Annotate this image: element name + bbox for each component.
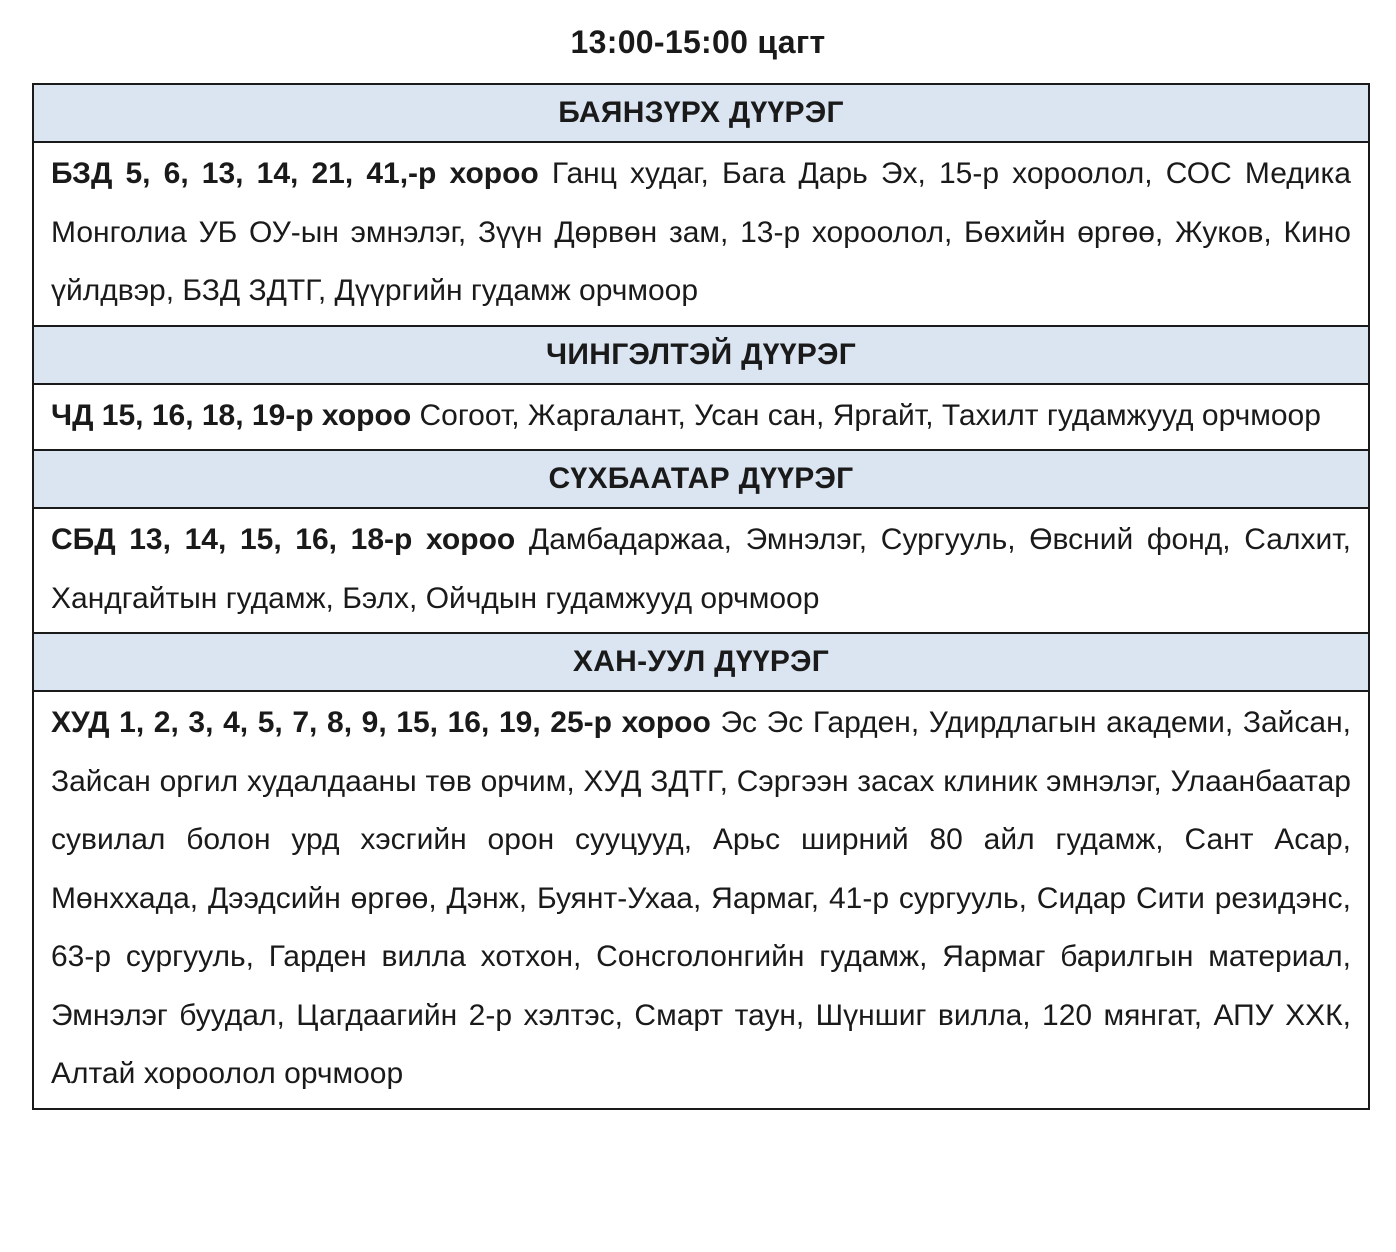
page-title: 13:00-15:00 цагт — [570, 24, 826, 60]
district-header-row — [33, 633, 1369, 691]
district-areas-khan-uul — [33, 691, 1369, 1109]
district-khoroo-list: БЗД 5, 6, 13, 14, 21, 41,-р хороо — [51, 157, 539, 190]
district-body-row — [33, 384, 1369, 451]
district-areas-chingeltei — [33, 384, 1369, 451]
district-name-bayanzurkh: БАЯНЗҮРХ ДҮҮРЭГ — [33, 84, 1369, 142]
district-name-sukhbaatar: СҮХБААТАР ДҮҮРЭГ — [33, 450, 1369, 508]
district-locations: Ганц худаг, Бага Дарь Эх, 15-р хороолол, СОС Медика Монголиа УБ ОУ-ын эмнэлэг, Зүүн Дөрвөн зам, 13-р хороолол, Бөхийн өргөө, Жуков, Кино үйлдвэр, БЗД ЗДТГ, Дүүргийн гудамж орчмоор — [51, 157, 1351, 307]
district-header-row — [33, 326, 1369, 384]
district-name-chingeltei: ЧИНГЭЛТЭЙ ДҮҮРЭГ — [33, 326, 1369, 384]
district-locations: Согоот, Жаргалант, Усан сан, Яргайт, Тахилт гудамжууд орчмоор — [411, 398, 1321, 432]
schedule-table — [32, 83, 1370, 1110]
district-khoroo-list: СБД 13, 14, 15, 16, 18-р хороо — [51, 523, 516, 556]
district-khoroo-list: ХУД 1, 2, 3, 4, 5, 7, 8, 9, 15, 16, 19, 25-р хороо — [51, 706, 711, 739]
district-body-row — [33, 142, 1369, 326]
district-header-row — [33, 450, 1369, 508]
district-areas-bayanzurkh — [33, 142, 1369, 326]
district-locations: Дамбадаржаа, Эмнэлэг, Сургууль, Өвсний фонд, Салхит, Хандгайтын гудамж, Бэлх, Ойчдын гудамжууд орчмоор — [51, 523, 1351, 615]
district-locations: Эс Эс Гарден, Удирдлагын академи, Зайсан, Зайсан оргил худалдааны төв орчим, ХУД ЗДТГ, Сэргээн засах клиник эмнэлэг, Улаанбаатар сувилал болон урд хэсгийн орон сууцууд, Арьс ширний 80 айл гудамж, Сант Асар, Мөнххада, Дээдсийн өргөө, Дэнж, Буянт-Ухаа, Яармаг, 41-р сургууль, Сидар Сити резидэнс, 63-р сургууль, Гарден вилла хотхон, Сонсголонгийн гудамж, Яармаг барилгын материал, Эмнэлэг буудал, Цагдаагийн 2-р хэлтэс, Смарт таун, Шүншиг вилла, 120 мянгат, АПУ ХХК, Алтай хороолол орчмоор — [51, 706, 1351, 1090]
district-khoroo-list: ЧД 15, 16, 18, 19-р хороо — [51, 398, 412, 432]
district-body-row — [33, 508, 1369, 633]
district-name-khan-uul: ХАН-УУЛ ДҮҮРЭГ — [33, 633, 1369, 691]
district-areas-sukhbaatar — [33, 508, 1369, 633]
district-body-row — [33, 691, 1369, 1109]
district-header-row — [33, 84, 1369, 142]
